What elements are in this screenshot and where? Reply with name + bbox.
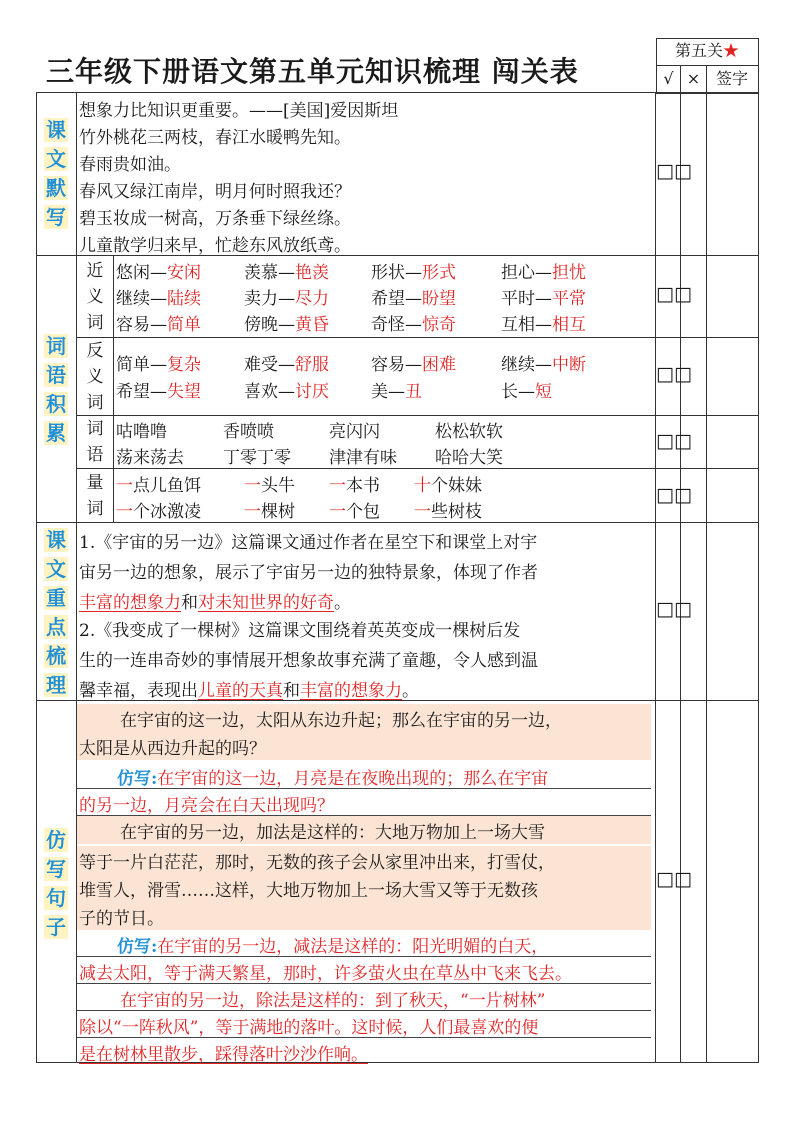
key-point-line: 宙另一边的想象，展示了宇宙另一边的独特景象，体现了作者 <box>79 563 538 583</box>
checkbox-pair[interactable]: □□ <box>656 283 692 305</box>
example-sentence: 太阳是从西边升起的吗？ <box>79 739 266 759</box>
sublabel-synonyms: 近 义 词 <box>86 261 104 333</box>
checkbox-pair[interactable]: □□ <box>656 868 692 890</box>
page-title: 三年级下册语文第五单元知识梳理 闯关表 <box>46 55 579 88</box>
key-point-line: 1.《宇宙的另一边》这篇课文通过作者在星空下和课堂上对宇 <box>79 533 538 553</box>
section-label-imitation: 仿 写 句 子 <box>46 828 66 939</box>
cross-header: × <box>686 69 701 88</box>
dictation-line: 碧玉妆成一树高，万条垂下绿丝绦。 <box>79 209 351 229</box>
level-text: 第五关 <box>674 41 723 60</box>
sublabel-measure: 量 词 <box>86 473 104 519</box>
dictation-line: 春雨贵如油。 <box>79 155 181 175</box>
sublabel-antonyms: 反 义 词 <box>86 341 104 413</box>
imitation-answer: 减去太阳，等于满天繁星，那时，许多萤火虫在草丛中飞来飞去。 <box>79 964 572 984</box>
dictation-line: 春风又绿江南岸，明月何时照我还？ <box>79 182 351 202</box>
example-sentence: 在宇宙的另一边，加法是这样的：大地万物加上一场大雪 <box>120 823 545 843</box>
checkbox-pair[interactable]: □□ <box>656 484 692 506</box>
section-label-dictation: 课 文 默 写 <box>46 118 66 229</box>
section-label-key-points: 课 文 重 点 梳 理 <box>46 528 66 697</box>
example-sentence: 子的节日。 <box>79 909 164 929</box>
imitation-answer: 仿写:在宇宙的这一边，月亮是在夜晚出现的；那么在宇宙 <box>117 769 549 789</box>
sublabel-words: 词 语 <box>86 419 104 465</box>
star-icon: ★ <box>723 41 740 60</box>
key-point-line: 丰富的想象力和对未知世界的好奇。 <box>79 593 351 613</box>
key-point-line: 馨幸福，表现出儿童的天真和丰富的想象力。 <box>79 681 419 701</box>
checkbox-pair[interactable]: □□ <box>656 160 692 182</box>
fangxie-label: 仿写: <box>117 937 158 957</box>
imitation-answer: 仿写:在宇宙的另一边，减法是这样的：阳光明媚的白天， <box>117 937 549 957</box>
dictation-line: 想象力比知识更重要。——[美国]爱因斯坦 <box>79 101 399 121</box>
imitation-answer: 的另一边，月亮会在白天出现吗？ <box>79 796 334 816</box>
checkbox-pair[interactable]: □□ <box>656 430 692 452</box>
imitation-answer: 除以“一阵秋风”，等于满地的落叶。这时候，人们最喜欢的便 <box>79 1018 539 1038</box>
checkbox-pair[interactable]: □□ <box>656 363 692 385</box>
dictation-line: 竹外桃花三两枝，春江水暖鸭先知。 <box>79 128 351 148</box>
section-label-vocab: 词 语 积 累 <box>46 334 66 445</box>
key-point-line: 生的一连串奇妙的事情展开想象故事充满了童趣，令人感到温 <box>79 651 538 671</box>
dictation-line: 儿童散学归来早，忙趁东风放纸鸢。 <box>79 236 351 256</box>
fangxie-label: 仿写: <box>117 769 158 789</box>
sign-header: 签字 <box>715 69 748 88</box>
imitation-answer: 在宇宙的另一边，除法是这样的：到了秋天，“一片树林” <box>120 991 546 1011</box>
imitation-answer: 是在树林里散步，踩得落叶沙沙作响。 <box>79 1045 368 1065</box>
checkbox-pair[interactable]: □□ <box>656 598 692 620</box>
example-sentence: 堆雪人，滑雪……这样，大地万物加上一场大雪又等于无数孩 <box>79 881 538 901</box>
example-sentence: 在宇宙的这一边，太阳从东边升起；那么在宇宙的另一边， <box>120 711 562 731</box>
example-sentence: 等于一片白茫茫，那时，无数的孩子会从家里冲出来，打雪仗， <box>79 853 555 873</box>
level-label <box>656 40 758 62</box>
check-header: √ <box>663 69 674 88</box>
key-point-line: 2.《我变成了一棵树》这篇课文围绕着英英变成一棵树后发 <box>79 621 521 641</box>
